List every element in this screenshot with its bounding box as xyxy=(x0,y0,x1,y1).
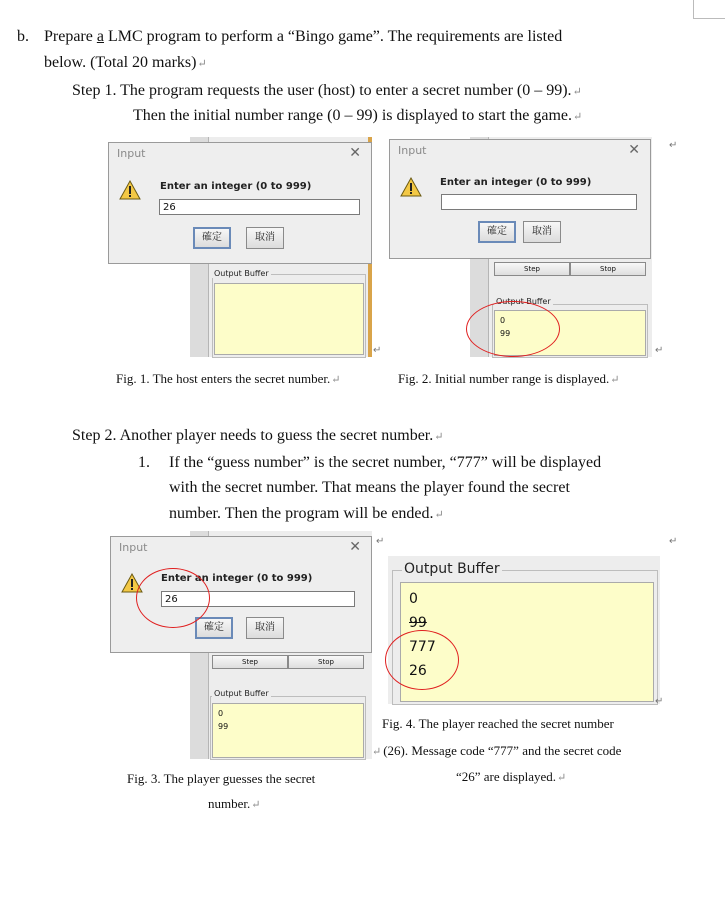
paragraph-return-icon: ↵ xyxy=(610,374,620,386)
output-line: 99 xyxy=(500,329,511,338)
item1-line-2: with the secret number. That means the player found the secret xyxy=(169,479,570,496)
paragraph-return-icon: ↵ xyxy=(434,431,444,443)
warning-icon xyxy=(400,177,422,197)
fig2-caption-text: Fig. 2. Initial number range is displayed. xyxy=(398,371,610,386)
output-line: 26 xyxy=(409,663,427,679)
dialog-title: Input xyxy=(398,144,427,157)
question-line-1 xyxy=(44,25,562,49)
warning-icon xyxy=(119,180,141,200)
fig4-caption-line-3 xyxy=(456,768,566,787)
output-line: 99 xyxy=(218,722,229,731)
close-icon[interactable]: ✕ xyxy=(349,145,361,161)
ok-button[interactable]: 確定 xyxy=(478,221,516,243)
cancel-button[interactable]: 取消 xyxy=(246,227,284,249)
item1-text-3: number. Then the program will be ended. xyxy=(169,505,434,522)
fig4-caption-text-2: (26). Message code “777” and the secret code xyxy=(383,743,622,758)
output-buffer-label: Output Buffer xyxy=(214,269,269,278)
dialog-prompt: Enter an integer (0 to 999) xyxy=(160,181,312,192)
fig2-caption xyxy=(398,370,619,389)
ok-button[interactable]: 確定 xyxy=(195,617,233,639)
output-buffer-label: Output Buffer xyxy=(214,689,269,698)
output-buffer-label: Output Buffer xyxy=(496,297,551,306)
line1-post: LMC program to perform a “Bingo game”. The requirements are listed xyxy=(103,28,563,45)
line1-article: a xyxy=(96,28,104,45)
number-input-field[interactable]: 26 xyxy=(159,199,360,215)
line2-text: below. (Total 20 marks) xyxy=(44,54,197,71)
fig3-caption-text-2: number. xyxy=(208,796,251,811)
fig3-caption-line-1: Fig. 3. The player guesses the secret xyxy=(127,771,316,786)
annotation-circle xyxy=(385,630,459,690)
paragraph-return-icon: ↵ xyxy=(251,799,261,811)
item1-number: 1. xyxy=(138,454,150,471)
paragraph-return-icon: ↵ xyxy=(372,746,382,758)
output-line: 99 xyxy=(409,615,427,631)
page-corner-mark xyxy=(693,0,725,19)
fig1-input-dialog xyxy=(108,142,372,264)
number-input-field[interactable]: 26 xyxy=(161,591,355,607)
output-line: 777 xyxy=(409,639,436,655)
annotation-circle xyxy=(466,301,560,357)
ok-button[interactable]: 確定 xyxy=(193,227,231,249)
question-line-2 xyxy=(44,51,207,76)
dialog-title: Input xyxy=(117,147,146,160)
fig2-input-dialog xyxy=(389,139,651,259)
step2-line xyxy=(72,424,443,449)
output-buffer xyxy=(214,283,364,355)
step1-text-1: Step 1. The program requests the user (host) to enter a secret number (0 – 99). xyxy=(72,82,572,99)
step1-line-2 xyxy=(133,104,582,129)
paragraph-return-icon: ↵ xyxy=(556,772,567,784)
cancel-button[interactable]: 取消 xyxy=(523,221,561,243)
close-icon[interactable]: ✕ xyxy=(349,539,361,555)
fig1-caption-text: Fig. 1. The host enters the secret number. xyxy=(116,371,331,386)
paragraph-return-icon: ↵ xyxy=(655,696,664,707)
output-line: 0 xyxy=(500,316,506,325)
paragraph-return-icon: ↵ xyxy=(572,86,582,98)
item1-line-1: If the “guess number” is the secret number, “777” will be displayed xyxy=(169,454,602,471)
output-line: 0 xyxy=(409,591,418,607)
dialog-prompt: Enter an integer (0 to 999) xyxy=(161,573,313,584)
paragraph-return-icon: ↵ xyxy=(669,536,678,547)
paragraph-return-icon: ↵ xyxy=(573,111,583,123)
paragraph-return-icon: ↵ xyxy=(434,509,444,521)
paragraph-return-icon: ↵ xyxy=(376,536,385,547)
step-button[interactable]: Step xyxy=(212,655,288,669)
part-label: b. xyxy=(17,28,29,45)
paragraph-return-icon: ↵ xyxy=(373,345,382,356)
item1-line-3 xyxy=(169,502,444,527)
step1-text-2: Then the initial number range (0 – 99) is displayed to start the game. xyxy=(133,107,572,124)
fig4-caption-line-1: Fig. 4. The player reached the secret number xyxy=(382,716,614,731)
fig4-caption-text-3: “26” are displayed. xyxy=(456,769,556,784)
fig4-caption-line-2 xyxy=(372,742,621,761)
output-buffer xyxy=(212,703,364,758)
close-icon[interactable]: ✕ xyxy=(628,142,640,158)
output-line: 0 xyxy=(218,709,224,718)
paragraph-return-icon: ↵ xyxy=(197,58,207,70)
step-button[interactable]: Step xyxy=(494,262,570,276)
cancel-button[interactable]: 取消 xyxy=(246,617,284,639)
step1-line-1 xyxy=(72,79,582,104)
number-input-field[interactable] xyxy=(441,194,637,210)
line1-pre: Prepare xyxy=(44,28,97,45)
paragraph-return-icon: ↵ xyxy=(669,140,678,151)
fig1-caption xyxy=(116,370,340,389)
step2-text: Step 2. Another player needs to guess the secret number. xyxy=(72,427,434,444)
stop-button[interactable]: Stop xyxy=(288,655,364,669)
stop-button[interactable]: Stop xyxy=(570,262,646,276)
output-buffer-label: Output Buffer xyxy=(404,561,500,577)
paragraph-return-icon: ↵ xyxy=(655,345,664,356)
dialog-title: Input xyxy=(119,541,148,554)
dialog-prompt: Enter an integer (0 to 999) xyxy=(440,177,592,188)
annotation-circle xyxy=(136,568,210,628)
fig3-caption-line-2 xyxy=(208,795,260,814)
paragraph-return-icon: ↵ xyxy=(331,374,341,386)
